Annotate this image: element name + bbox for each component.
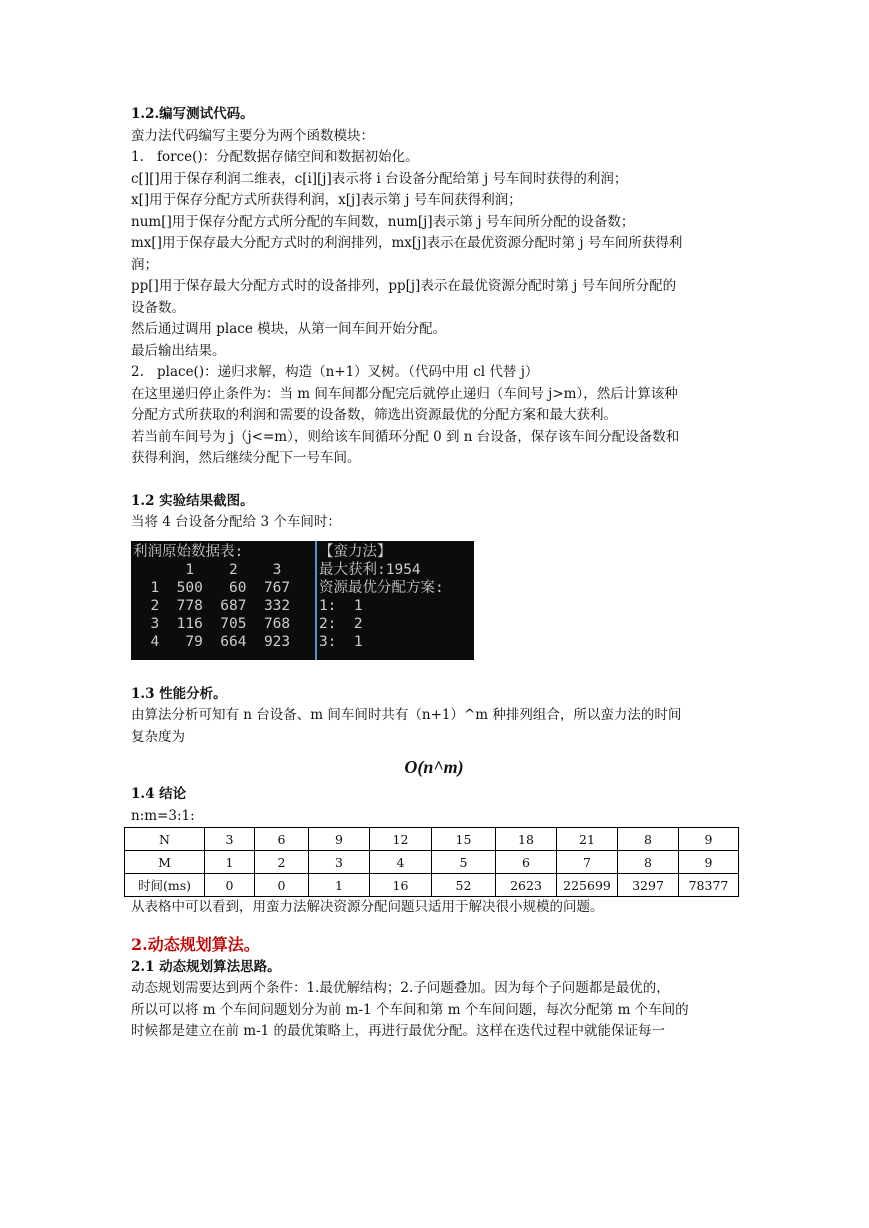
table-cell: 8 [618, 828, 679, 851]
table-cell: 1 [205, 851, 255, 874]
table-cell: 0 [255, 874, 309, 897]
table-row [125, 874, 739, 897]
table-cell: 78377 [679, 874, 739, 897]
spacer [131, 470, 743, 491]
table-cell: 3 [309, 851, 370, 874]
table-cell: 9 [679, 851, 739, 874]
table-cell: 4 [370, 851, 432, 874]
paragraph: 从表格中可以看到，用蛮力法解决资源分配问题只适用于解决很小规模的问题。 [131, 899, 604, 915]
paragraph: 蛮力法代码编写主要分为两个函数模块： [131, 127, 374, 144]
table-cell: 12 [370, 828, 432, 851]
list-number: 2. [131, 364, 144, 380]
console-line: 1 2 3 [133, 561, 282, 578]
paragraph: mx[]用于保存最大分配方式时的利润排列，mx[j]表示在最优资源分配时第 j 号车间所获得利 [131, 235, 683, 251]
paragraph: 所以可以将 m 个车间问题划分为前 m-1 个车间和第 m 个车间问题，每次分配第 m 个车间的 [131, 1001, 689, 1018]
spacer [131, 919, 743, 933]
spacer [131, 660, 743, 684]
section-heading-1-4: 1.4 结论 [131, 786, 187, 802]
console-line: 4 79 664 923 [133, 634, 291, 651]
complexity-formula: O(n^m) [404, 757, 464, 777]
paragraph: pp[]用于保存最大分配方式时的设备排列，pp[j]表示在最优资源分配时第 j 号车间所分配的 [131, 278, 677, 294]
section-heading-2: 2.动态规划算法。 [131, 934, 260, 954]
list-number: 1. [131, 149, 144, 165]
section-heading-2-1: 2.1 动态规划算法思路。 [131, 958, 281, 975]
table-cell: 时间(ms) [125, 874, 205, 897]
table-cell: 18 [496, 828, 557, 851]
section-heading-1-2: 1.2.编写测试代码。 [131, 106, 254, 122]
list-text: force()：分配数据存储空间和数据初始化。 [157, 149, 419, 165]
table-cell: N [125, 828, 205, 851]
table-cell: 21 [557, 828, 618, 851]
table-row [125, 828, 739, 851]
table-cell: 6 [496, 851, 557, 874]
paragraph: num[]用于保存分配方式所分配的车间数，num[j]表示第 j 号车间所分配的设备数； [131, 213, 635, 230]
console-screenshot [131, 541, 743, 660]
console-line: 资源最优分配方案: [319, 579, 444, 596]
paragraph: 当将 4 台设备分配给 3 个车间时： [131, 514, 341, 530]
paragraph: 设备数。 [131, 299, 185, 316]
paragraph: 获得利润，然后继续分配下一号车间。 [131, 450, 361, 466]
console-line: 2 778 687 332 [133, 598, 291, 615]
table-cell: 0 [205, 874, 255, 897]
section-heading-1-3: 1.3 性能分析。 [131, 685, 227, 702]
paragraph: x[]用于保存分配方式所获得利润，x[j]表示第 j 号车间获得利润； [131, 192, 522, 208]
ratio-label: n:m=3:1: [131, 807, 195, 824]
console-line: 最大获利:1954 [319, 561, 421, 578]
document-page [131, 104, 743, 1043]
paragraph: 动态规划需要达到两个条件：1.最优解结构；2.子问题叠加。因为每个子问题都是最优的， [131, 980, 670, 996]
table-cell: 3 [205, 828, 255, 851]
paragraph: 由算法分析可知有 n 台设备、m 间车间时共有（n+1）^m 种排列组合，所以蛮力法的时间 [131, 707, 682, 723]
paragraph: 润； [131, 256, 158, 273]
section-heading-1-2-results: 1.2 实验结果截图。 [131, 492, 254, 509]
table-cell: 2623 [496, 874, 557, 897]
paragraph: 时候都是建立在前 m-1 的最优策略上，再进行最优分配。这样在迭代过程中就能保证每一 [131, 1023, 666, 1039]
console-panel-result [317, 541, 474, 660]
console-line: 3 116 705 768 [133, 616, 291, 633]
table-cell: 6 [255, 828, 309, 851]
table-row [125, 851, 739, 874]
list-item [131, 362, 743, 384]
paragraph: 复杂度为 [131, 728, 185, 745]
paragraph: 在这里递归停止条件为：当 m 间车间都分配完后就停止递归（车间号 j>m），然后计算该种 [131, 385, 678, 402]
console-line: 【蛮力法】 [319, 543, 392, 560]
timing-table [124, 827, 739, 897]
paragraph: 最后输出结果。 [131, 342, 226, 359]
table-cell: 8 [618, 851, 679, 874]
table-cell: 2 [255, 851, 309, 874]
console-line: 利润原始数据表: [133, 543, 244, 560]
list-text: place()：递归求解，构造（n+1）叉树。（代码中用 cl 代替 j） [157, 364, 539, 380]
table-cell: 15 [432, 828, 496, 851]
table-cell: 9 [309, 828, 370, 851]
console-line: 1 500 60 767 [133, 579, 291, 596]
table-cell: 7 [557, 851, 618, 874]
paragraph: 然后通过调用 place 模块，从第一间车间开始分配。 [131, 321, 447, 337]
paragraph: 分配方式所获取的利润和需要的设备数，筛选出资源最优的分配方案和最大获利。 [131, 407, 617, 423]
table-cell: 1 [309, 874, 370, 897]
console-panel-profit-table [131, 541, 317, 660]
console-line: 3: 1 [319, 634, 363, 651]
table-cell: 5 [432, 851, 496, 874]
table-cell: 9 [679, 828, 739, 851]
table-cell: 16 [370, 874, 432, 897]
table-cell: 52 [432, 874, 496, 897]
table-cell: M [125, 851, 205, 874]
console-line: 1: 1 [319, 598, 363, 615]
table-cell: 3297 [618, 874, 679, 897]
list-item [131, 147, 743, 169]
paragraph: c[][]用于保存利润二维表，c[i][j]表示将 i 台设备分配给第 j 号车间时获得的利润； [131, 170, 628, 187]
paragraph: 若当前车间号为 j（j<=m），则给该车间循环分配 0 到 n 台设备，保存该车间分配设备数和 [131, 428, 680, 445]
console-line: 2: 2 [319, 616, 363, 633]
table-cell: 225699 [557, 874, 618, 897]
